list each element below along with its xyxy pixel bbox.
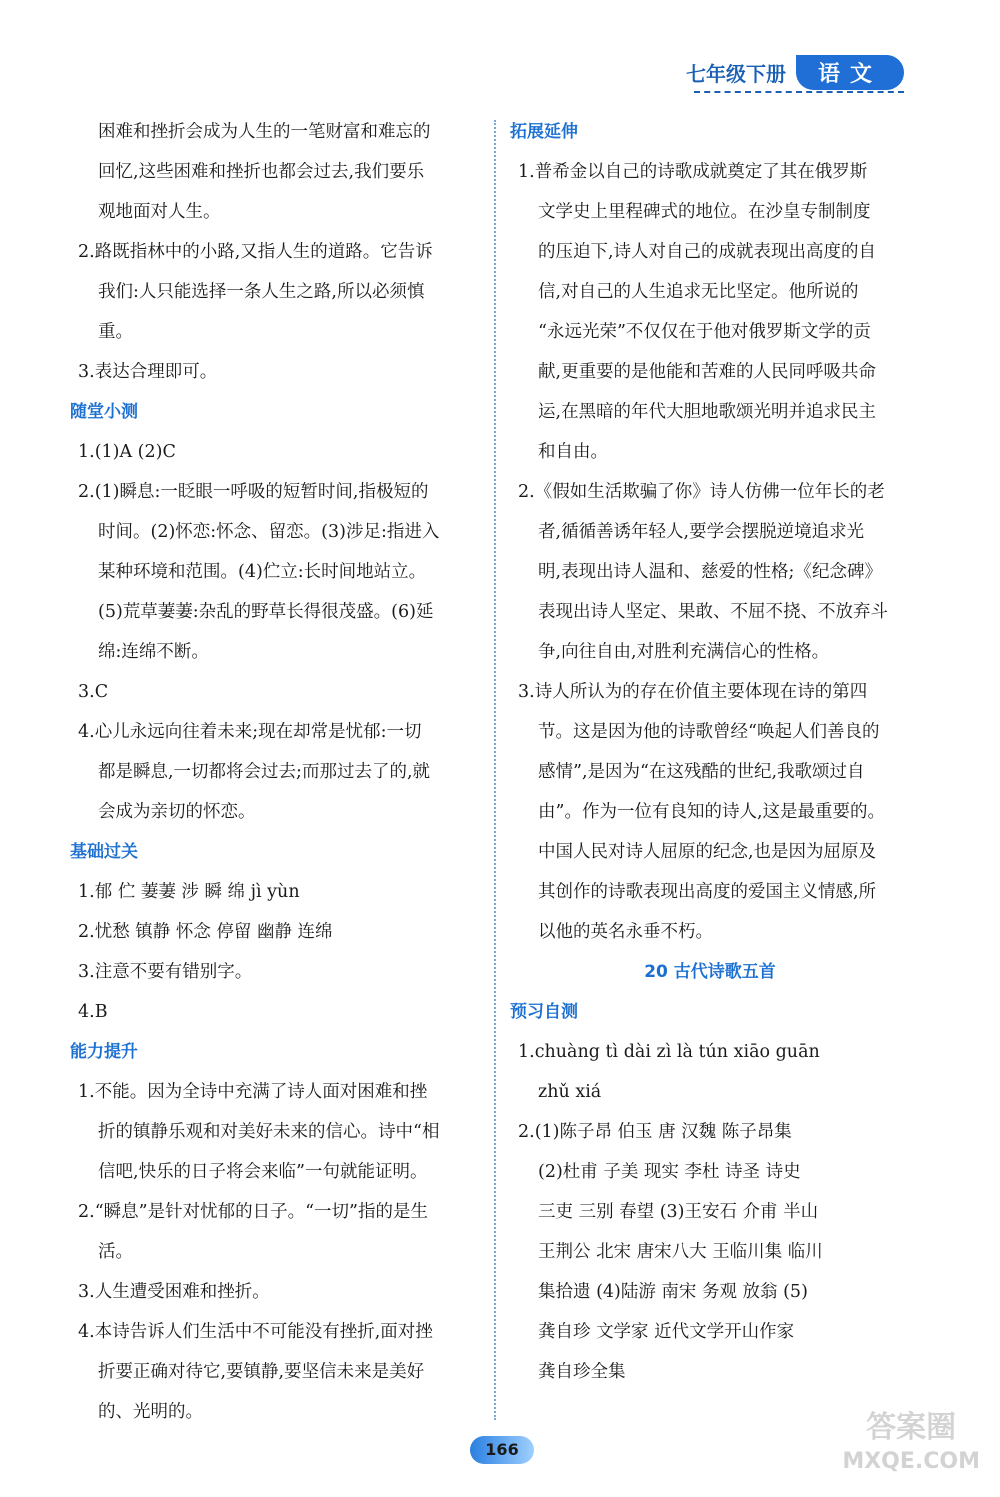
answer-line: 运,在黑暗的年代大胆地歌颂光明并追求民主 bbox=[538, 402, 877, 422]
answer-line: 龚自珍全集 bbox=[538, 1362, 626, 1382]
answer-line: 观地面对人生。 bbox=[98, 202, 221, 222]
watermark-logo bbox=[842, 1411, 980, 1479]
answer-line: 2.(1)陈子昂 伯玉 唐 汉魏 陈子昂集 bbox=[518, 1122, 792, 1142]
answer-line: 信吧,快乐的日子将会来临”一句就能证明。 bbox=[98, 1162, 428, 1182]
answer-line: 3.人生遭受困难和挫折。 bbox=[78, 1282, 270, 1302]
right-column bbox=[510, 112, 910, 1392]
answer-line: 以他的英名永垂不朽。 bbox=[538, 922, 713, 942]
answer-line: (5)荒草萋萋:杂乱的野草长得很茂盛。(6)延 bbox=[98, 602, 434, 622]
answer-line: 1.郁 伫 萋萋 涉 瞬 绵 jì yùn bbox=[78, 882, 300, 902]
section-heading: 基础过关 bbox=[70, 842, 138, 862]
page-header bbox=[686, 52, 904, 92]
answer-line: 龚自珍 文学家 近代文学开山作家 bbox=[538, 1322, 795, 1342]
answer-line: 信,对自己的人生追求无比坚定。他所说的 bbox=[538, 282, 859, 302]
answer-line: 时间。(2)怀恋:怀念、留恋。(3)涉足:指进入 bbox=[98, 522, 440, 542]
subject-badge: 语文 bbox=[796, 55, 904, 90]
answer-line: 折的镇静乐观和对美好未来的信心。诗中“相 bbox=[98, 1122, 440, 1142]
answer-line: 2.(1)瞬息:一眨眼一呼吸的短暂时间,指极短的 bbox=[78, 482, 429, 502]
answer-line: 4.心儿永远向往着未来;现在却常是忧郁:一切 bbox=[78, 722, 422, 742]
answer-line: 我们:人只能选择一条人生之路,所以必须慎 bbox=[98, 282, 425, 302]
answer-line: 2.路既指林中的小路,又指人生的道路。它告诉 bbox=[78, 242, 433, 262]
answer-line: “永远光荣”不仅仅在于他对俄罗斯文学的贡 bbox=[538, 322, 871, 342]
answer-line: 折要正确对待它,要镇静,要坚信未来是美好 bbox=[98, 1362, 425, 1382]
answer-line: 争,向往自由,对胜利充满信心的性格。 bbox=[538, 642, 830, 662]
section-heading: 拓展延伸 bbox=[510, 122, 578, 142]
answer-line: 3.C bbox=[78, 682, 109, 702]
section-heading: 预习自测 bbox=[510, 1002, 578, 1022]
answer-line: 1.(1)A (2)C bbox=[78, 442, 176, 462]
answer-line: 2.“瞬息”是针对忧郁的日子。“一切”指的是生 bbox=[78, 1202, 428, 1222]
answer-line: 活。 bbox=[98, 1242, 133, 1262]
watermark-line-1: 答案圈 bbox=[866, 1410, 957, 1445]
header-rule bbox=[694, 91, 904, 93]
answer-line: 1.不能。因为全诗中充满了诗人面对困难和挫 bbox=[78, 1082, 428, 1102]
answer-line: 会成为亲切的怀恋。 bbox=[98, 802, 256, 822]
answer-line: 1.chuàng tì dài zì là tún xiāo guān bbox=[518, 1042, 820, 1062]
column-divider bbox=[494, 120, 496, 1420]
answer-line: 3.注意不要有错别字。 bbox=[78, 962, 253, 982]
answer-line: 回忆,这些困难和挫折也都会过去,我们要乐 bbox=[98, 162, 425, 182]
answer-line: 中国人民对诗人屈原的纪念,也是因为屈原及 bbox=[538, 842, 877, 862]
answer-line: 其创作的诗歌表现出高度的爱国主义情感,所 bbox=[538, 882, 877, 902]
section-heading: 随堂小测 bbox=[70, 402, 138, 422]
answer-line: (2)杜甫 子美 现实 李杜 诗圣 诗史 bbox=[538, 1162, 801, 1182]
answer-line: 和自由。 bbox=[538, 442, 608, 462]
answer-line: 困难和挫折会成为人生的一笔财富和难忘的 bbox=[98, 122, 431, 142]
answer-line: 文学史上里程碑式的地位。在沙皇专制制度 bbox=[538, 202, 871, 222]
answer-line: 的、光明的。 bbox=[98, 1402, 203, 1422]
answer-line: 某种环境和范围。(4)伫立:长时间地站立。 bbox=[98, 562, 427, 582]
section-heading: 能力提升 bbox=[70, 1042, 138, 1062]
answer-line: 感情”,是因为“在这残酷的世纪,我歌颂过自 bbox=[538, 762, 865, 782]
answer-line: 节。这是因为他的诗歌曾经“唤起人们善良的 bbox=[538, 722, 880, 742]
answer-line: 1.普希金以自己的诗歌成就奠定了其在俄罗斯 bbox=[518, 162, 868, 182]
answer-line: 表现出诗人坚定、果敢、不屈不挠、不放弃斗 bbox=[538, 602, 888, 622]
watermark-line-2: MXQE.COM bbox=[842, 1449, 980, 1474]
page-number: 166 bbox=[470, 1436, 534, 1464]
answer-line: 2.《假如生活欺骗了你》诗人仿佛一位年长的老 bbox=[518, 482, 885, 502]
answer-line: 3.表达合理即可。 bbox=[78, 362, 218, 382]
left-column bbox=[70, 112, 475, 1432]
answer-line: 2.忧愁 镇静 怀念 停留 幽静 连绵 bbox=[78, 922, 333, 942]
answer-line: 3.诗人所认为的存在价值主要体现在诗的第四 bbox=[518, 682, 868, 702]
answer-line: 由”。作为一位有良知的诗人,这是最重要的。 bbox=[538, 802, 886, 822]
answer-line: 献,更重要的是他能和苦难的人民同呼吸共命 bbox=[538, 362, 877, 382]
answer-line: 4.B bbox=[78, 1002, 108, 1022]
answer-line: 的压迫下,诗人对自己的成就表现出高度的自 bbox=[538, 242, 877, 262]
answer-line: 者,循循善诱年轻人,要学会摆脱逆境追求光 bbox=[538, 522, 865, 542]
lesson-title: 20 古代诗歌五首 bbox=[644, 962, 776, 982]
answer-line: 都是瞬息,一切都将会过去;而那过去了的,就 bbox=[98, 762, 431, 782]
answer-line: zhǔ xiá bbox=[538, 1082, 602, 1102]
grade-label: 七年级下册 bbox=[685, 61, 786, 86]
answer-line: 集拾遗 (4)陆游 南宋 务观 放翁 (5) bbox=[538, 1282, 808, 1302]
answer-line: 王荆公 北宋 唐宋八大 王临川集 临川 bbox=[538, 1242, 823, 1262]
answer-line: 明,表现出诗人温和、慈爱的性格;《纪念碑》 bbox=[538, 562, 882, 582]
answer-line: 重。 bbox=[98, 322, 133, 342]
answer-line: 绵:连绵不断。 bbox=[98, 642, 209, 662]
answer-line: 三吏 三别 春望 (3)王安石 介甫 半山 bbox=[538, 1202, 819, 1222]
answer-line: 4.本诗告诉人们生活中不可能没有挫折,面对挫 bbox=[78, 1322, 433, 1342]
